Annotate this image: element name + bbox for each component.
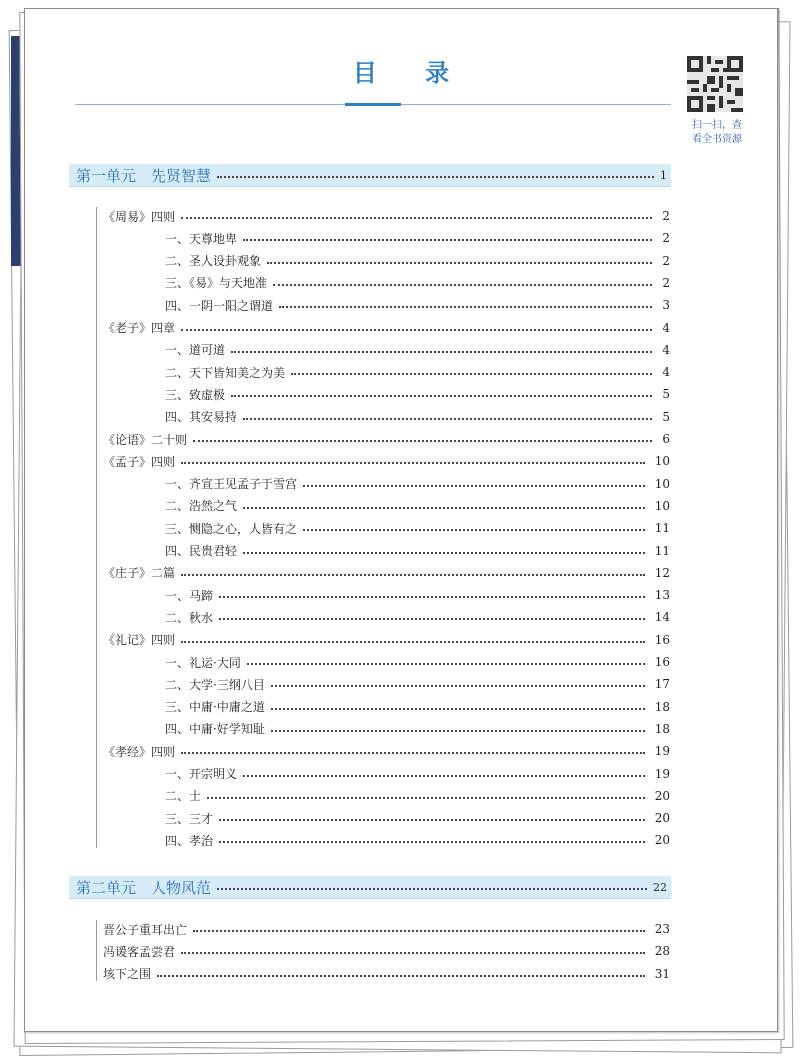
- unit-title: 第一单元 先贤智慧: [76, 166, 212, 185]
- dot-leader: [267, 262, 652, 264]
- entry-page-number: 12: [654, 565, 670, 580]
- entry-page-number: 16: [654, 655, 670, 669]
- dot-leader: [181, 329, 652, 331]
- unit-title: 第二单元 人物风范: [76, 878, 212, 897]
- toc-subentry[interactable]: [165, 384, 670, 404]
- dot-leader: [219, 819, 645, 821]
- entry-title: 《孟子》四则: [103, 454, 176, 469]
- dot-leader: [303, 529, 645, 531]
- dot-leader: [193, 440, 652, 442]
- entry-page-number: 10: [654, 454, 670, 469]
- entry-page-number: 13: [654, 588, 670, 603]
- entry-page-number: 5: [662, 387, 670, 402]
- dot-leader: [271, 708, 645, 710]
- toc-subentry[interactable]: [165, 652, 670, 672]
- unit-page-number: 22: [653, 880, 667, 894]
- entry-title: 三、致虚极: [165, 387, 226, 402]
- dot-leader: [181, 217, 652, 219]
- entry-title: 四、其安易持: [165, 410, 238, 425]
- entry-page-number: 14: [654, 610, 670, 625]
- entry-page-number: 19: [654, 744, 670, 759]
- entry-page-number: 18: [654, 721, 670, 736]
- entry-page-number: 2: [662, 231, 670, 246]
- entry-title: 垓下之围: [103, 967, 152, 982]
- entry-title: 二、天下皆知美之为美: [165, 365, 286, 380]
- toc-subentry[interactable]: [165, 607, 670, 627]
- dot-leader: [279, 306, 652, 308]
- entry-page-number: 23: [654, 922, 670, 936]
- entry-title: 四、中庸·好学知耻: [165, 722, 265, 737]
- toc-subentry[interactable]: [165, 541, 670, 561]
- entry-title: 一、齐宣王见孟子于雪宫: [165, 477, 298, 492]
- dot-leader: [247, 663, 645, 665]
- toc-subentry[interactable]: [165, 340, 670, 360]
- entry-title: 四、一阴一阳之谓道: [165, 298, 274, 313]
- dot-leader: [231, 395, 652, 397]
- unit-page-number: 1: [660, 168, 667, 182]
- toc-entry[interactable]: [103, 964, 670, 984]
- entry-page-number: 3: [662, 298, 670, 313]
- dot-leader: [219, 596, 645, 598]
- entry-page-number: 4: [662, 365, 670, 380]
- section-rule: [96, 207, 97, 848]
- entry-title: 二、大学·三纲八目: [165, 677, 265, 692]
- entry-page-number: 20: [654, 811, 670, 826]
- qr-caption: [677, 119, 757, 147]
- dot-leader: [243, 418, 652, 420]
- entry-title: 一、开宗明义: [165, 767, 238, 781]
- dot-leader: [273, 284, 652, 286]
- toc-subentry[interactable]: [165, 295, 670, 315]
- qr-caption-line-2: 看全书资源: [692, 134, 742, 145]
- toc-subentry[interactable]: [165, 273, 670, 293]
- entry-page-number: 20: [654, 788, 670, 803]
- page-title: 目 录: [352, 58, 470, 87]
- entry-title: 《孝经》四则: [103, 744, 176, 759]
- dot-leader: [243, 552, 645, 554]
- entry-page-number: 10: [654, 476, 670, 491]
- entry-title: 二、秋水: [165, 610, 214, 625]
- toc-subentry[interactable]: [165, 474, 670, 494]
- toc-subentry[interactable]: [165, 764, 670, 784]
- toc-entry[interactable]: [103, 941, 670, 961]
- entry-title: 《庄子》二篇: [103, 566, 176, 581]
- toc-subentry[interactable]: [165, 719, 670, 739]
- section-rule: [96, 920, 97, 981]
- qr-code-icon[interactable]: [687, 56, 743, 112]
- entry-page-number: 2: [662, 209, 670, 223]
- toc-subentry[interactable]: [165, 251, 670, 271]
- entry-title: 二、浩然之气: [165, 499, 238, 514]
- entry-page-number: 6: [662, 432, 670, 446]
- entry-page-number: 17: [654, 677, 670, 692]
- dot-leader: [303, 485, 645, 487]
- entry-page-number: 2: [662, 275, 670, 290]
- entry-title: 《礼记》四则: [103, 633, 176, 648]
- unit-heading[interactable]: [69, 876, 671, 899]
- entry-title: 《老子》四章: [103, 321, 176, 335]
- dot-leader: [243, 239, 652, 241]
- entry-title: 三、中庸·中庸之道: [165, 700, 265, 715]
- toc-subentry[interactable]: [165, 362, 670, 382]
- entry-page-number: 11: [654, 521, 670, 536]
- toc-subentry[interactable]: [165, 407, 670, 427]
- dot-leader: [217, 176, 654, 178]
- dot-leader: [157, 975, 645, 977]
- entry-page-number: 16: [654, 632, 670, 647]
- dot-leader: [231, 351, 652, 353]
- entry-title: 一、天尊地卑: [165, 231, 238, 246]
- toc-entry[interactable]: [103, 206, 670, 226]
- qr-caption-line-1: 扫一扫，查: [692, 120, 742, 131]
- title-divider-accent: [345, 103, 401, 106]
- dot-leader: [181, 462, 645, 464]
- entry-page-number: 19: [654, 766, 670, 781]
- toc-entry[interactable]: [103, 563, 670, 583]
- entry-title: 三、《易》与天地准: [165, 276, 268, 291]
- unit-heading[interactable]: [69, 164, 671, 187]
- entry-title: 二、士: [165, 789, 202, 804]
- entry-title: 三、三才: [165, 811, 214, 826]
- dot-leader: [181, 574, 645, 576]
- entry-page-number: 20: [654, 833, 670, 848]
- dot-leader: [243, 507, 645, 509]
- entry-title: 四、孝治: [165, 833, 214, 848]
- entry-title: 《周易》四则: [103, 209, 176, 224]
- toc-entry[interactable]: [103, 919, 670, 939]
- entry-title: 一、礼运·大同: [165, 655, 241, 670]
- toc-subentry[interactable]: [165, 518, 670, 538]
- entry-page-number: 10: [654, 498, 670, 513]
- toc-subentry[interactable]: [165, 674, 670, 694]
- dot-leader: [181, 752, 645, 754]
- toc-page: [24, 8, 778, 1032]
- entry-title: 四、民贵君轻: [165, 544, 238, 558]
- toc-subentry[interactable]: [165, 496, 670, 516]
- entry-page-number: 18: [654, 699, 670, 714]
- entry-page-number: 4: [662, 320, 670, 335]
- dot-leader: [271, 730, 645, 732]
- dot-leader: [217, 888, 647, 890]
- entry-page-number: 4: [662, 342, 670, 357]
- dot-leader: [243, 775, 645, 777]
- entry-title: 晋公子重耳出亡: [103, 922, 188, 937]
- toc-entry[interactable]: [103, 451, 670, 471]
- entry-title: 冯谖客孟尝君: [103, 944, 176, 959]
- toc-subentry[interactable]: [165, 697, 670, 717]
- entry-title: 《论语》二十则: [103, 432, 188, 447]
- toc-subentry[interactable]: [165, 808, 670, 828]
- toc-subentry[interactable]: [165, 585, 670, 605]
- dot-leader: [181, 952, 645, 954]
- entry-page-number: 11: [654, 543, 670, 558]
- entry-page-number: 5: [662, 409, 670, 424]
- entry-page-number: 2: [662, 253, 670, 268]
- entry-title: 二、圣人设卦观象: [165, 254, 262, 269]
- toc-subentry[interactable]: [165, 228, 670, 248]
- toc-subentry[interactable]: [165, 830, 670, 850]
- toc-entry[interactable]: [103, 429, 670, 449]
- dot-leader: [193, 930, 645, 932]
- entry-page-number: 28: [654, 944, 670, 959]
- toc-entry[interactable]: [103, 630, 670, 650]
- dot-leader: [207, 797, 645, 799]
- entry-page-number: 31: [654, 966, 670, 981]
- dot-leader: [219, 841, 645, 843]
- dot-leader: [271, 685, 645, 687]
- entry-title: 一、道可道: [165, 343, 226, 358]
- toc-entry[interactable]: [103, 318, 670, 338]
- dot-leader: [181, 641, 645, 643]
- entry-title: 一、马蹄: [165, 588, 214, 603]
- dot-leader: [291, 373, 652, 375]
- toc-subentry[interactable]: [165, 786, 670, 806]
- toc-entry[interactable]: [103, 741, 670, 761]
- entry-title: 三、恻隐之心，人皆有之: [165, 521, 298, 536]
- dot-leader: [219, 618, 645, 620]
